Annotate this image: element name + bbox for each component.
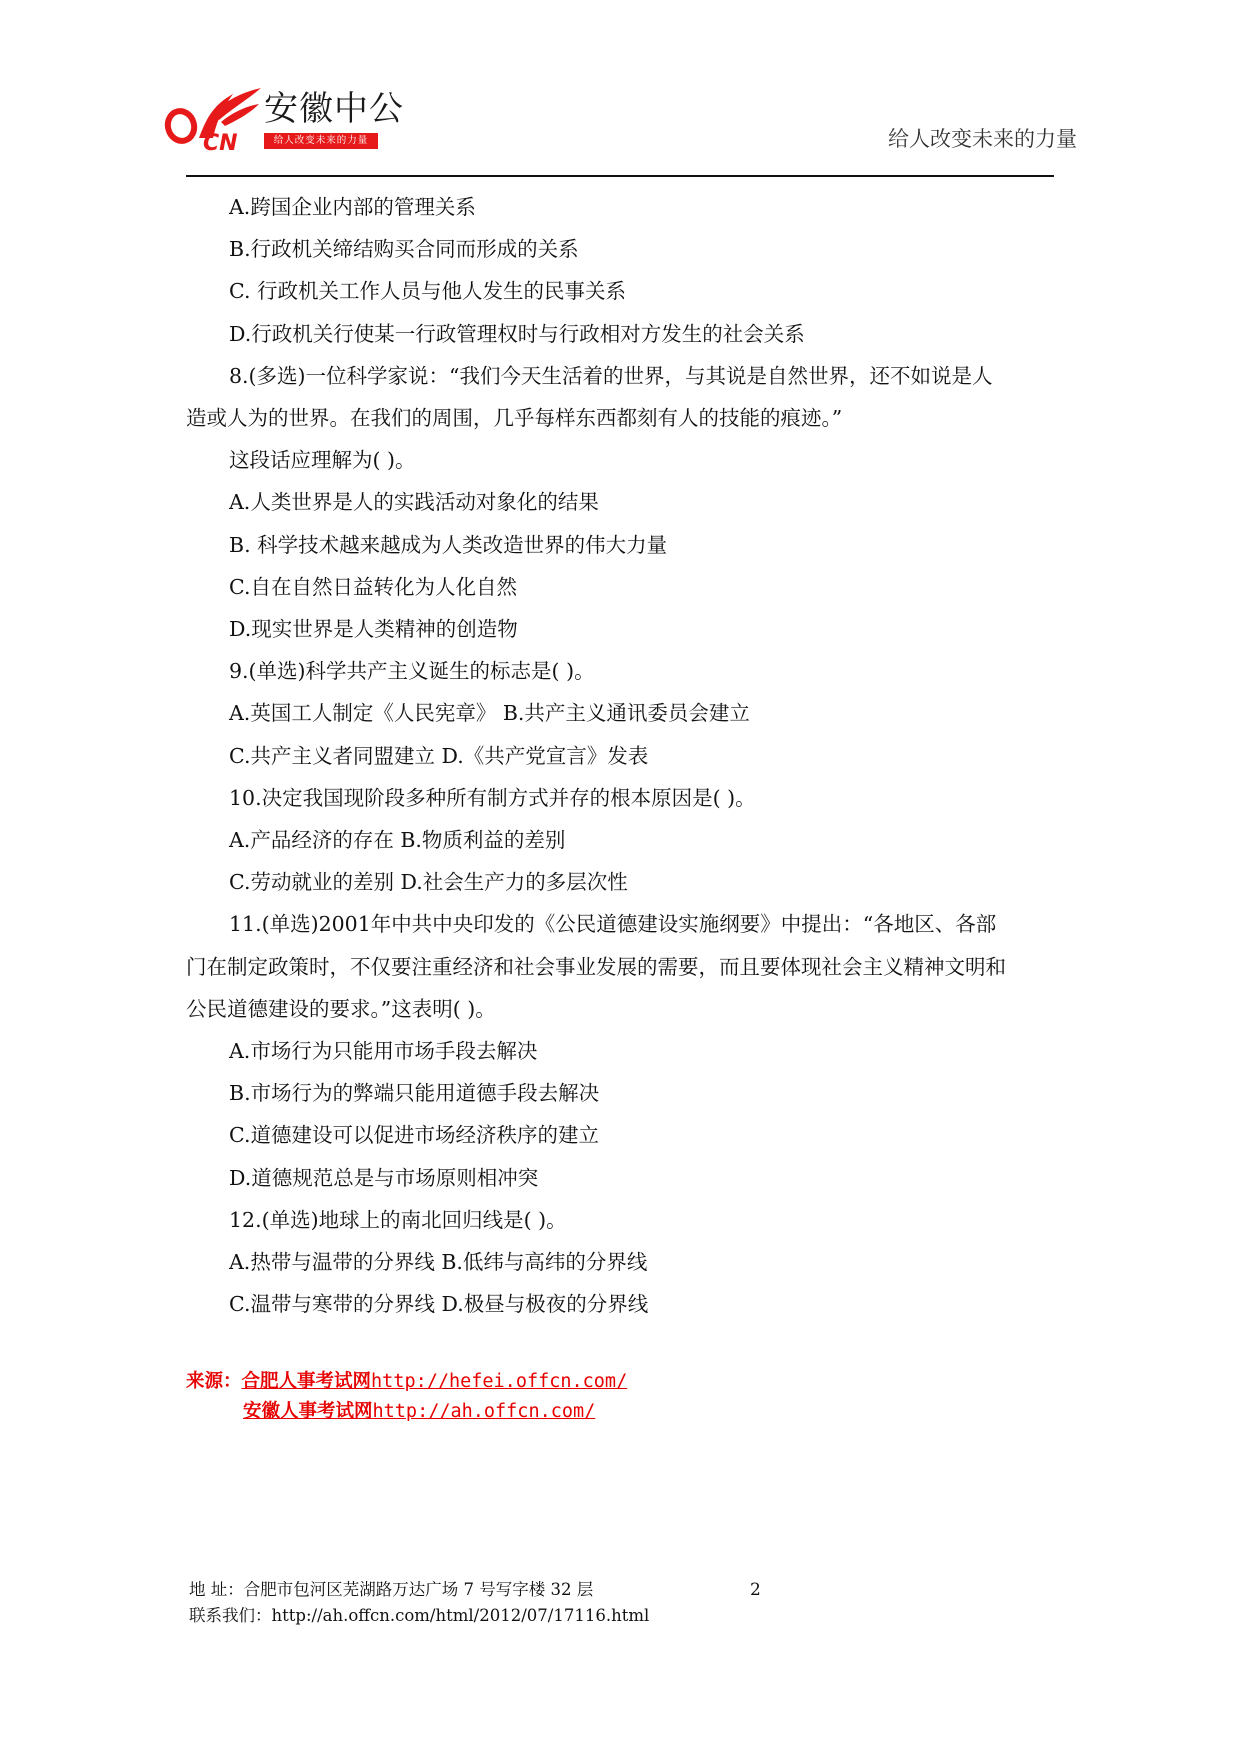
text-line: B.行政机关缔结购买合同而形成的关系: [229, 237, 579, 262]
text-line: 造或人为的世界。在我们的周围，几乎每样东西都刻有人的技能的痕迹。”: [186, 406, 843, 431]
svg-text:CN: CN: [203, 131, 238, 152]
header-slogan: 给人改变未来的力量: [888, 127, 1077, 151]
text-line: 11.(单选)2001年中共中央印发的《公民道德建设实施纲要》中提出：“各地区、各部: [229, 912, 997, 937]
text-line: A.热带与温带的分界线 B.低纬与高纬的分界线: [229, 1250, 648, 1275]
text-line: 8.(多选)一位科学家说：“我们今天生活着的世界，与其说是自然世界，还不如说是人: [229, 363, 993, 388]
text-line: C.劳动就业的差别 D.社会生产力的多层次性: [229, 870, 628, 895]
source-link-anhui[interactable]: http://ah.offcn.com/: [372, 1401, 596, 1422]
text-line: B.市场行为的弊端只能用道德手段去解决: [229, 1081, 600, 1106]
text-line: A.产品经济的存在 B.物质利益的差别: [229, 828, 566, 853]
text-line: A.市场行为只能用市场手段去解决: [229, 1039, 538, 1064]
text-line: 12.(单选)地球上的南北回归线是( )。: [229, 1207, 567, 1232]
footer-contact[interactable]: 联系我们：http://ah.offcn.com/html/2012/07/17116.html: [189, 1606, 650, 1625]
text-line: D.道德规范总是与市场原则相冲突: [229, 1165, 539, 1190]
source-site-hefei[interactable]: 合肥人事考试网: [241, 1371, 372, 1392]
text-line: 10.决定我国现阶段多种所有制方式并存的根本原因是( )。: [229, 785, 756, 810]
text-line: 门在制定政策时，不仅要注重经济和社会事业发展的需要，而且要体现社会主义精神文明和: [186, 954, 1006, 979]
page-footer: [189, 1577, 649, 1629]
footer-address: 地 址：合肥市包河区芜湖路万达广场 7 号写字楼 32 层: [189, 1580, 594, 1599]
document-body: [186, 186, 1056, 1325]
text-line: D.行政机关行使某一行政管理权时与行政相对方发生的社会关系: [229, 321, 805, 346]
source-block: [186, 1367, 627, 1427]
text-line: 公民道德建设的要求。”这表明( )。: [186, 996, 496, 1021]
text-line: 9.(单选)科学共产主义诞生的标志是( )。: [229, 659, 595, 684]
text-line: A.人类世界是人的实践活动对象化的结果: [229, 490, 599, 515]
header-divider: [186, 175, 1054, 177]
source-site-anhui[interactable]: 安徽人事考试网: [243, 1401, 373, 1422]
text-line: 这段话应理解为( )。: [229, 448, 416, 473]
source-row-hefei: [186, 1367, 627, 1397]
text-line: B. 科学技术越来越成为人类改造世界的伟大力量: [229, 532, 668, 557]
text-line: A.英国工人制定《人民宪章》 B.共产主义通讯委员会建立: [229, 701, 750, 726]
text-line: C.道德建设可以促进市场经济秩序的建立: [229, 1123, 599, 1148]
page-number: 2: [750, 1580, 761, 1600]
text-line: A.跨国企业内部的管理关系: [229, 195, 476, 219]
brand-logo: [163, 86, 404, 152]
source-link-hefei[interactable]: http://hefei.offcn.com/: [371, 1371, 628, 1392]
source-row-anhui: [186, 1397, 627, 1427]
text-line: C.共产主义者同盟建立 D.《共产党宣言》发表: [229, 743, 649, 768]
text-line: C.自在自然日益转化为人化自然: [229, 574, 517, 599]
offcn-logo-icon: [163, 86, 263, 152]
text-line: C. 行政机关工作人员与他人发生的民事关系: [229, 279, 626, 304]
logo-name: 安徽中公: [264, 89, 404, 129]
text-line: C.温带与寒带的分界线 D.极昼与极夜的分界线: [229, 1292, 649, 1317]
text-line: D.现实世界是人类精神的创造物: [229, 617, 518, 642]
logo-tagline: 给人改变未来的力量: [264, 133, 378, 149]
source-label: 来源：: [186, 1371, 242, 1392]
